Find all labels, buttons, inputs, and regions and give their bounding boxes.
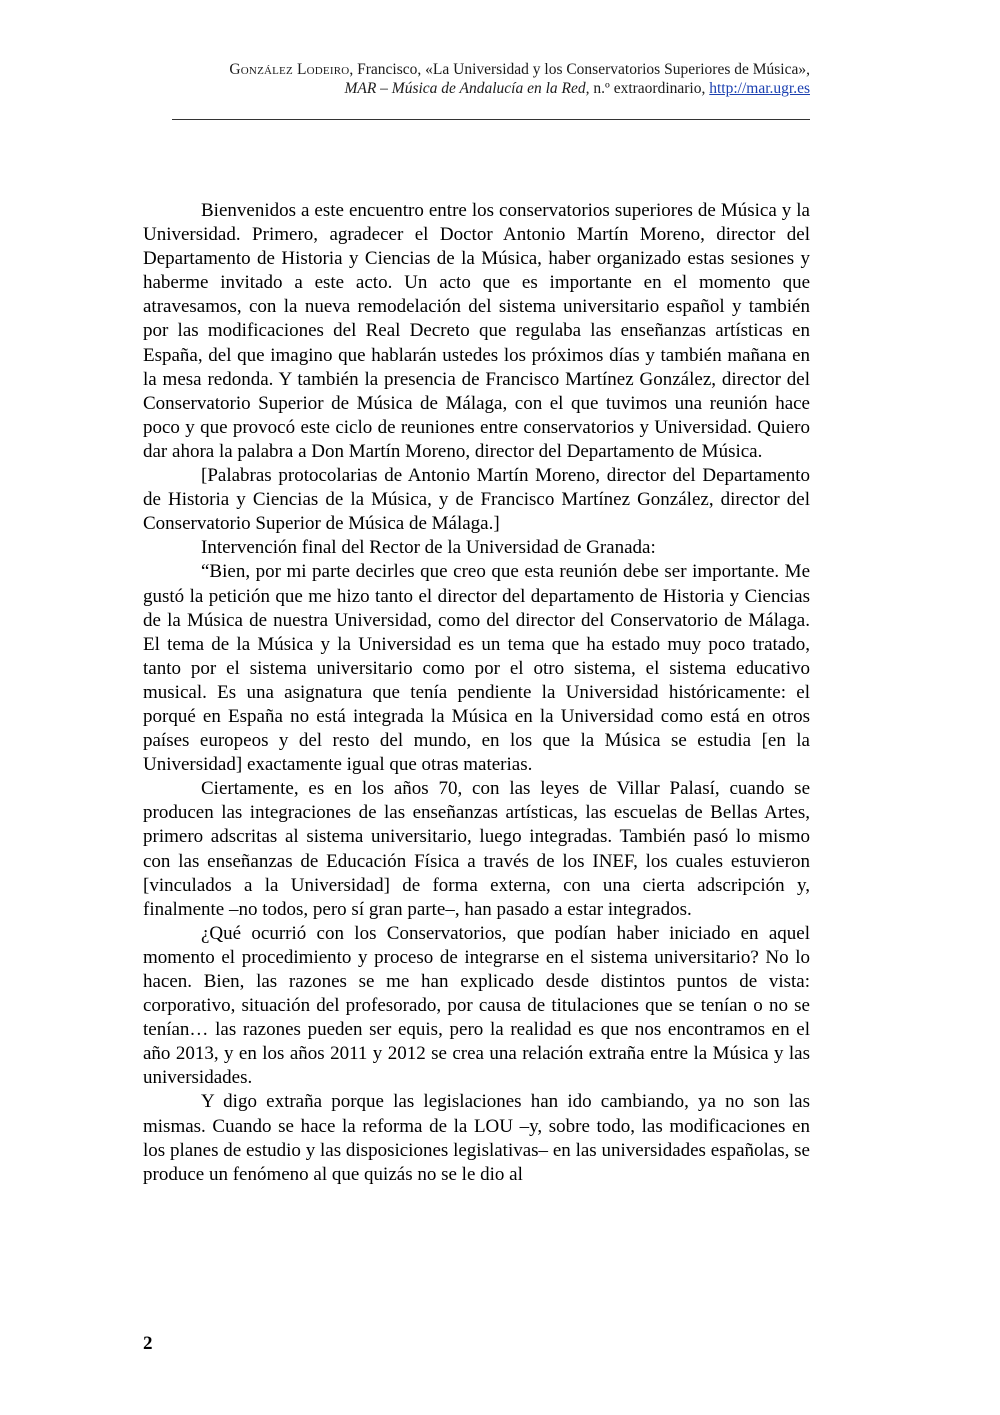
- citation-line-1: [143, 60, 810, 79]
- author-name: González Lodeiro: [229, 61, 350, 78]
- journal-name: MAR – Música de Andalucía en la Red,: [344, 80, 590, 97]
- main-body-text: [143, 199, 810, 1187]
- citation-line-2: [143, 79, 810, 98]
- paragraph: Intervención final del Rector de la Universidad de Granada:: [201, 537, 656, 559]
- paragraph: “Bien, por mi parte decirles que creo que esta reunión debe ser importante. Me gustó la petición que me hizo tanto el director del departamento de Historia y Ciencias de la Música de nuestra Universidad, como del director del Conservatorio de Málaga. El tema de la Música y la Universidad es un tema que ha estado muy poco tratado, tanto por el sistema universitario como por el otro sistema, el sistema educativo musical. Es una asignatura que tenía pendiente la Universidad históricamente: el porqué en España no está integrada la Música en la Universidad como está en otros países europeos y del resto del mundo, en los que la Música se estudia [en la Universidad] exactamente igual que otras materias.: [143, 561, 810, 776]
- header-divider: [172, 119, 810, 120]
- paragraph: Bienvenidos a este encuentro entre los conservatorios superiores de Música y la Universidad. Primero, agradecer el Doctor Antonio Martín Moreno, director del Departamento de Historia y Ciencias de la Música, haber organizado estas sesiones y haberme invitado a este acto. Un acto que es importante en el momento que atravesamos, con la nueva remodelación del sistema universitario español y también por las modificaciones del Real Decreto que regulaba las enseñanzas artísticas en España, del que imagino que hablarán ustedes los próximos días y también mañana en la mesa redonda. Y también la presencia de Francisco Martínez González, director del Conservatorio Superior de Música de Málaga, con el que tuvimos una reunión hace poco y que provocó este ciclo de reuniones entre conservatorios y Universidad. Quiero dar ahora la palabra a Don Martín Moreno, director del Departamento de Música.: [143, 200, 810, 462]
- issue-label: n.º extraordinario,: [589, 80, 710, 97]
- page-number: 2: [143, 1333, 153, 1354]
- paragraph: Y digo extraña porque las legislaciones han ido cambiando, ya no son las mismas. Cuando se hace la reforma de la LOU –y, sobre todo, las modificaciones en los planes de estudio y las disposiciones legislativas– en las universidades españolas, se produce un fenómeno al que quizás no se le dio al: [143, 1091, 810, 1185]
- paragraph: Ciertamente, es en los años 70, con las leyes de Villar Palasí, cuando se producen las integraciones de las enseñanzas artísticas, las escuelas de Bellas Artes, primero adscritas al sistema universitario, luego integradas. También pasó lo mismo con las enseñanzas de Educación Física a través de los INEF, los cuales estuvieron [vinculados a la Universidad] de forma externa, con una cierta adscripción y, finalmente –no todos, pero sí gran parte–, han pasado a estar integrados.: [143, 778, 810, 920]
- journal-url-link[interactable]: http://mar.ugr.es: [709, 80, 810, 97]
- running-header: [143, 60, 810, 98]
- paragraph: [Palabras protocolarias de Antonio Martín Moreno, director del Departamento de Historia y Ciencias de la Música, y de Francisco Martínez González, director del Conservatorio Superior de Música de Málaga.]: [143, 465, 810, 535]
- citation-title: , Francisco, «La Universidad y los Conservatorios Superiores de Música»,: [349, 61, 810, 78]
- paragraph: ¿Qué ocurrió con los Conservatorios, que podían haber iniciado en aquel momento el procedimiento y proceso de integrarse en el sistema universitario? No lo hacen. Bien, las razones se me han explicado desde distintos puntos de vista: corporativo, situación del profesorado, por causa de titulaciones que se tenían o no se tenían… las razones pueden ser equis, pero la realidad es que nos encontramos en el año 2013, y en los años 2011 y 2012 se crea una relación extraña entre la Música y las universidades.: [143, 922, 810, 1089]
